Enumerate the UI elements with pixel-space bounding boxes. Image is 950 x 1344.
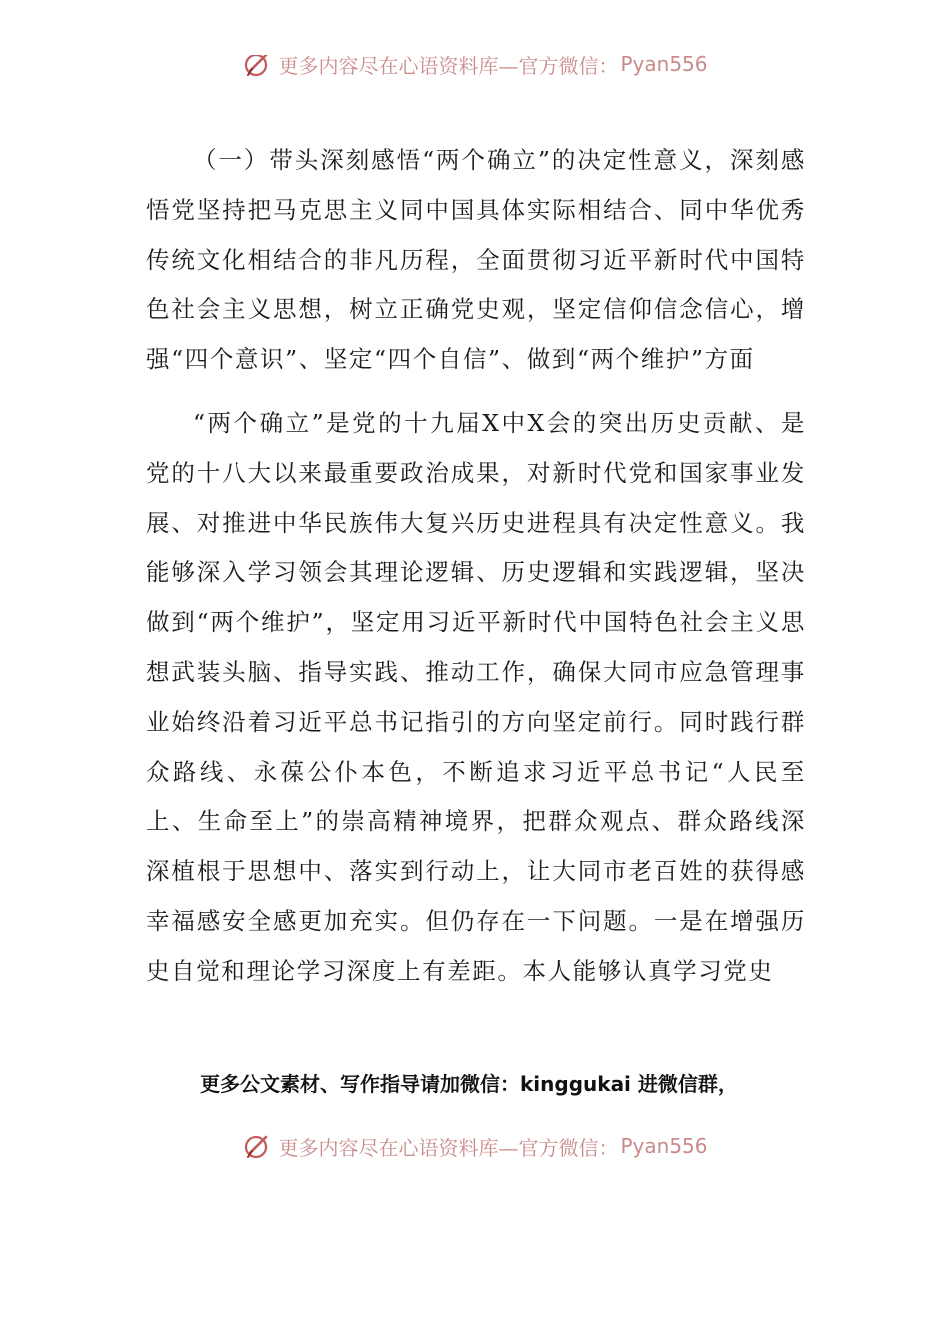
watermark-bottom: [0, 1128, 950, 1164]
watermark-id: Pyan556: [620, 1134, 708, 1158]
watermark-id: Pyan556: [620, 55, 708, 76]
paragraph-heading: （一）带头深刻感悟“两个确立”的决定性意义，深刻感悟党坚持把马克思主义同中国具体实际相结合、同中华优秀传统文化相结合的非凡历程，全面贯彻习近平新时代中国特色社会主义思想，树立正确党史观，坚定信仰信念信心，增强“四个意识”、坚定“四个自信”、做到“两个维护”方面: [146, 146, 806, 374]
brush-circle-logo: [242, 1131, 272, 1161]
watermark-top: [0, 55, 950, 85]
brush-circle-logo: [242, 55, 272, 79]
footer-note: 更多公文素材、写作指导请加微信：kinggukai 进微信群，: [200, 1072, 738, 1096]
paragraph-body: “两个确立”是党的十九届X中X会的突出历史贡献、是党的十八大以来最重要政治成果，对新时代党和国家事业发展、对推进中华民族伟大复兴历史进程具有决定性意义。我能够深入学习领会其理论逻辑、历史逻辑和实践逻辑，坚决做到“两个维护”，坚定用习近平新时代中国特色社会主义思想武装头脑、指导实践、推动工作，确保大同市应急管理事业始终沿着习近平总书记指引的方向坚定前行。同时践行群众路线、永葆公仆本色，不断追求习近平总书记“人民至上、生命至上”的崇高精神境界，把群众观点、群众路线深深植根于思想中、落实到行动上，让大同市老百姓的获得感幸福感安全感更加充实。但仍存在一下问题。一是在增强历史自觉和理论学习深度上有差距。本人能够认真学习党史: [146, 408, 806, 985]
watermark-text: 更多内容尽在心语资料库—官方微信：: [278, 55, 619, 78]
document-body: [146, 136, 806, 997]
watermark-text: 更多内容尽在心语资料库—官方微信：: [278, 1135, 619, 1160]
